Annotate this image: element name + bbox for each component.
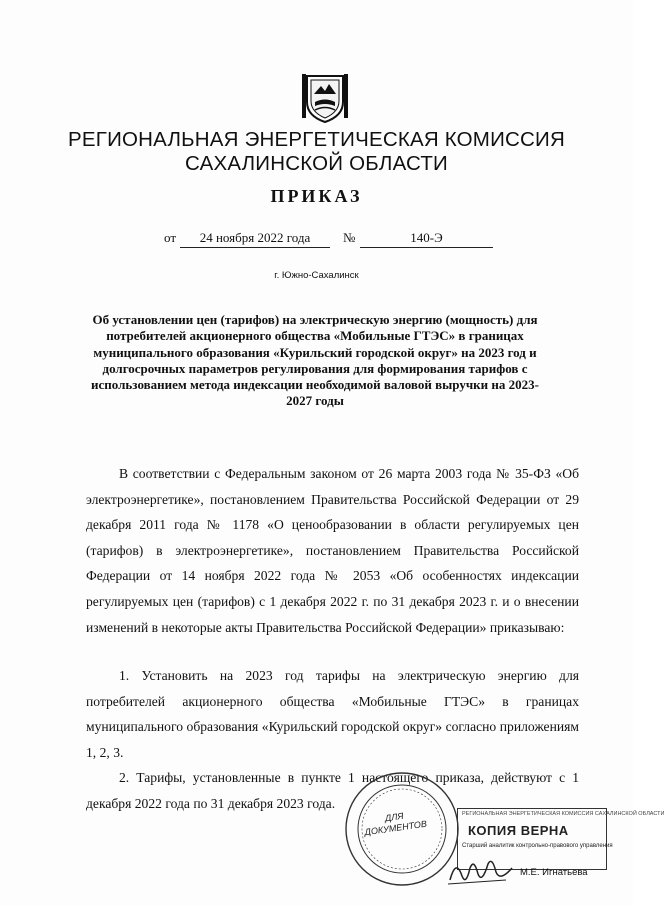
order-item-1: 1. Установить на 2023 год тарифы на электрическую энергию для потребителей акционерного общества «Мобильные ГТЭС» в границах муниципального образования «Курильский городской округ» согласно приложениям 1, 2, 3. — [86, 668, 579, 760]
document-date: 24 ноября 2022 года — [180, 230, 330, 248]
preamble-paragraph: В соответствии с Федеральным законом от 26 марта 2003 года № 35-ФЗ «Об электроэнергетике», постановлением Правительства Российской Федерации от 29 декабря 2011 года № 1178 «О ценообразовании в области регулируемых цен (тарифов) в электроэнергетике», постановлением Правительства Российской Федерации от 14 ноября 2022 года № 2053 «Об особенностях индексации регулируемых цен (тарифов) с 1 декабря 2022 г. по 31 декабря 2023 г. и о внесении изменений в некоторые акты Правительства Российской Федерации» приказываю: — [86, 466, 579, 635]
seal-center-text: ДЛЯ ДОКУМЕНТОВ — [363, 810, 428, 838]
org-title-line1: РЕГИОНАЛЬНАЯ ЭНЕРГЕТИЧЕСКАЯ КОМИССИЯ — [68, 128, 565, 151]
date-number-row — [0, 230, 633, 250]
order-item-2: 2. Тарифы, установленные в пункте 1 настоящего приказа, действуют с 1 декабря 2022 года по 31 декабря 2023 года. — [86, 770, 579, 811]
org-title-line2: САХАЛИНСКОЙ ОБЛАСТИ — [185, 152, 448, 175]
document-number: 140-Э — [360, 230, 493, 248]
signer-name: М.Е. Игнатьева — [520, 867, 588, 878]
date-prefix: от — [164, 230, 177, 245]
handwritten-signature-icon — [446, 850, 516, 890]
number-sign: № — [343, 230, 356, 245]
document-type: ПРИКАЗ — [270, 186, 363, 206]
document-subject: Об установлении цен (тарифов) на электрическую энергию (мощность) для потребителей акционерного общества «Мобильные ГТЭС» в границах муниципального образования «Курильский городской округ» на 2023 год и долгосрочных параметров регулирования для формирования тарифов с использованием метода индексации необходимой валовой выручки на 2023-2027 годы — [91, 312, 539, 409]
city: г. Южно-Сахалинск — [274, 270, 359, 281]
copy-stamp-role: Старший аналитик контрольно-правового управления — [462, 843, 613, 849]
copy-stamp-title: КОПИЯ ВЕРНА — [468, 823, 569, 838]
coat-of-arms-icon — [301, 72, 349, 124]
copy-stamp-org: РЕГИОНАЛЬНАЯ ЭНЕРГЕТИЧЕСКАЯ КОМИССИЯ САХАЛИНСКОЙ ОБЛАСТИ — [462, 811, 664, 817]
